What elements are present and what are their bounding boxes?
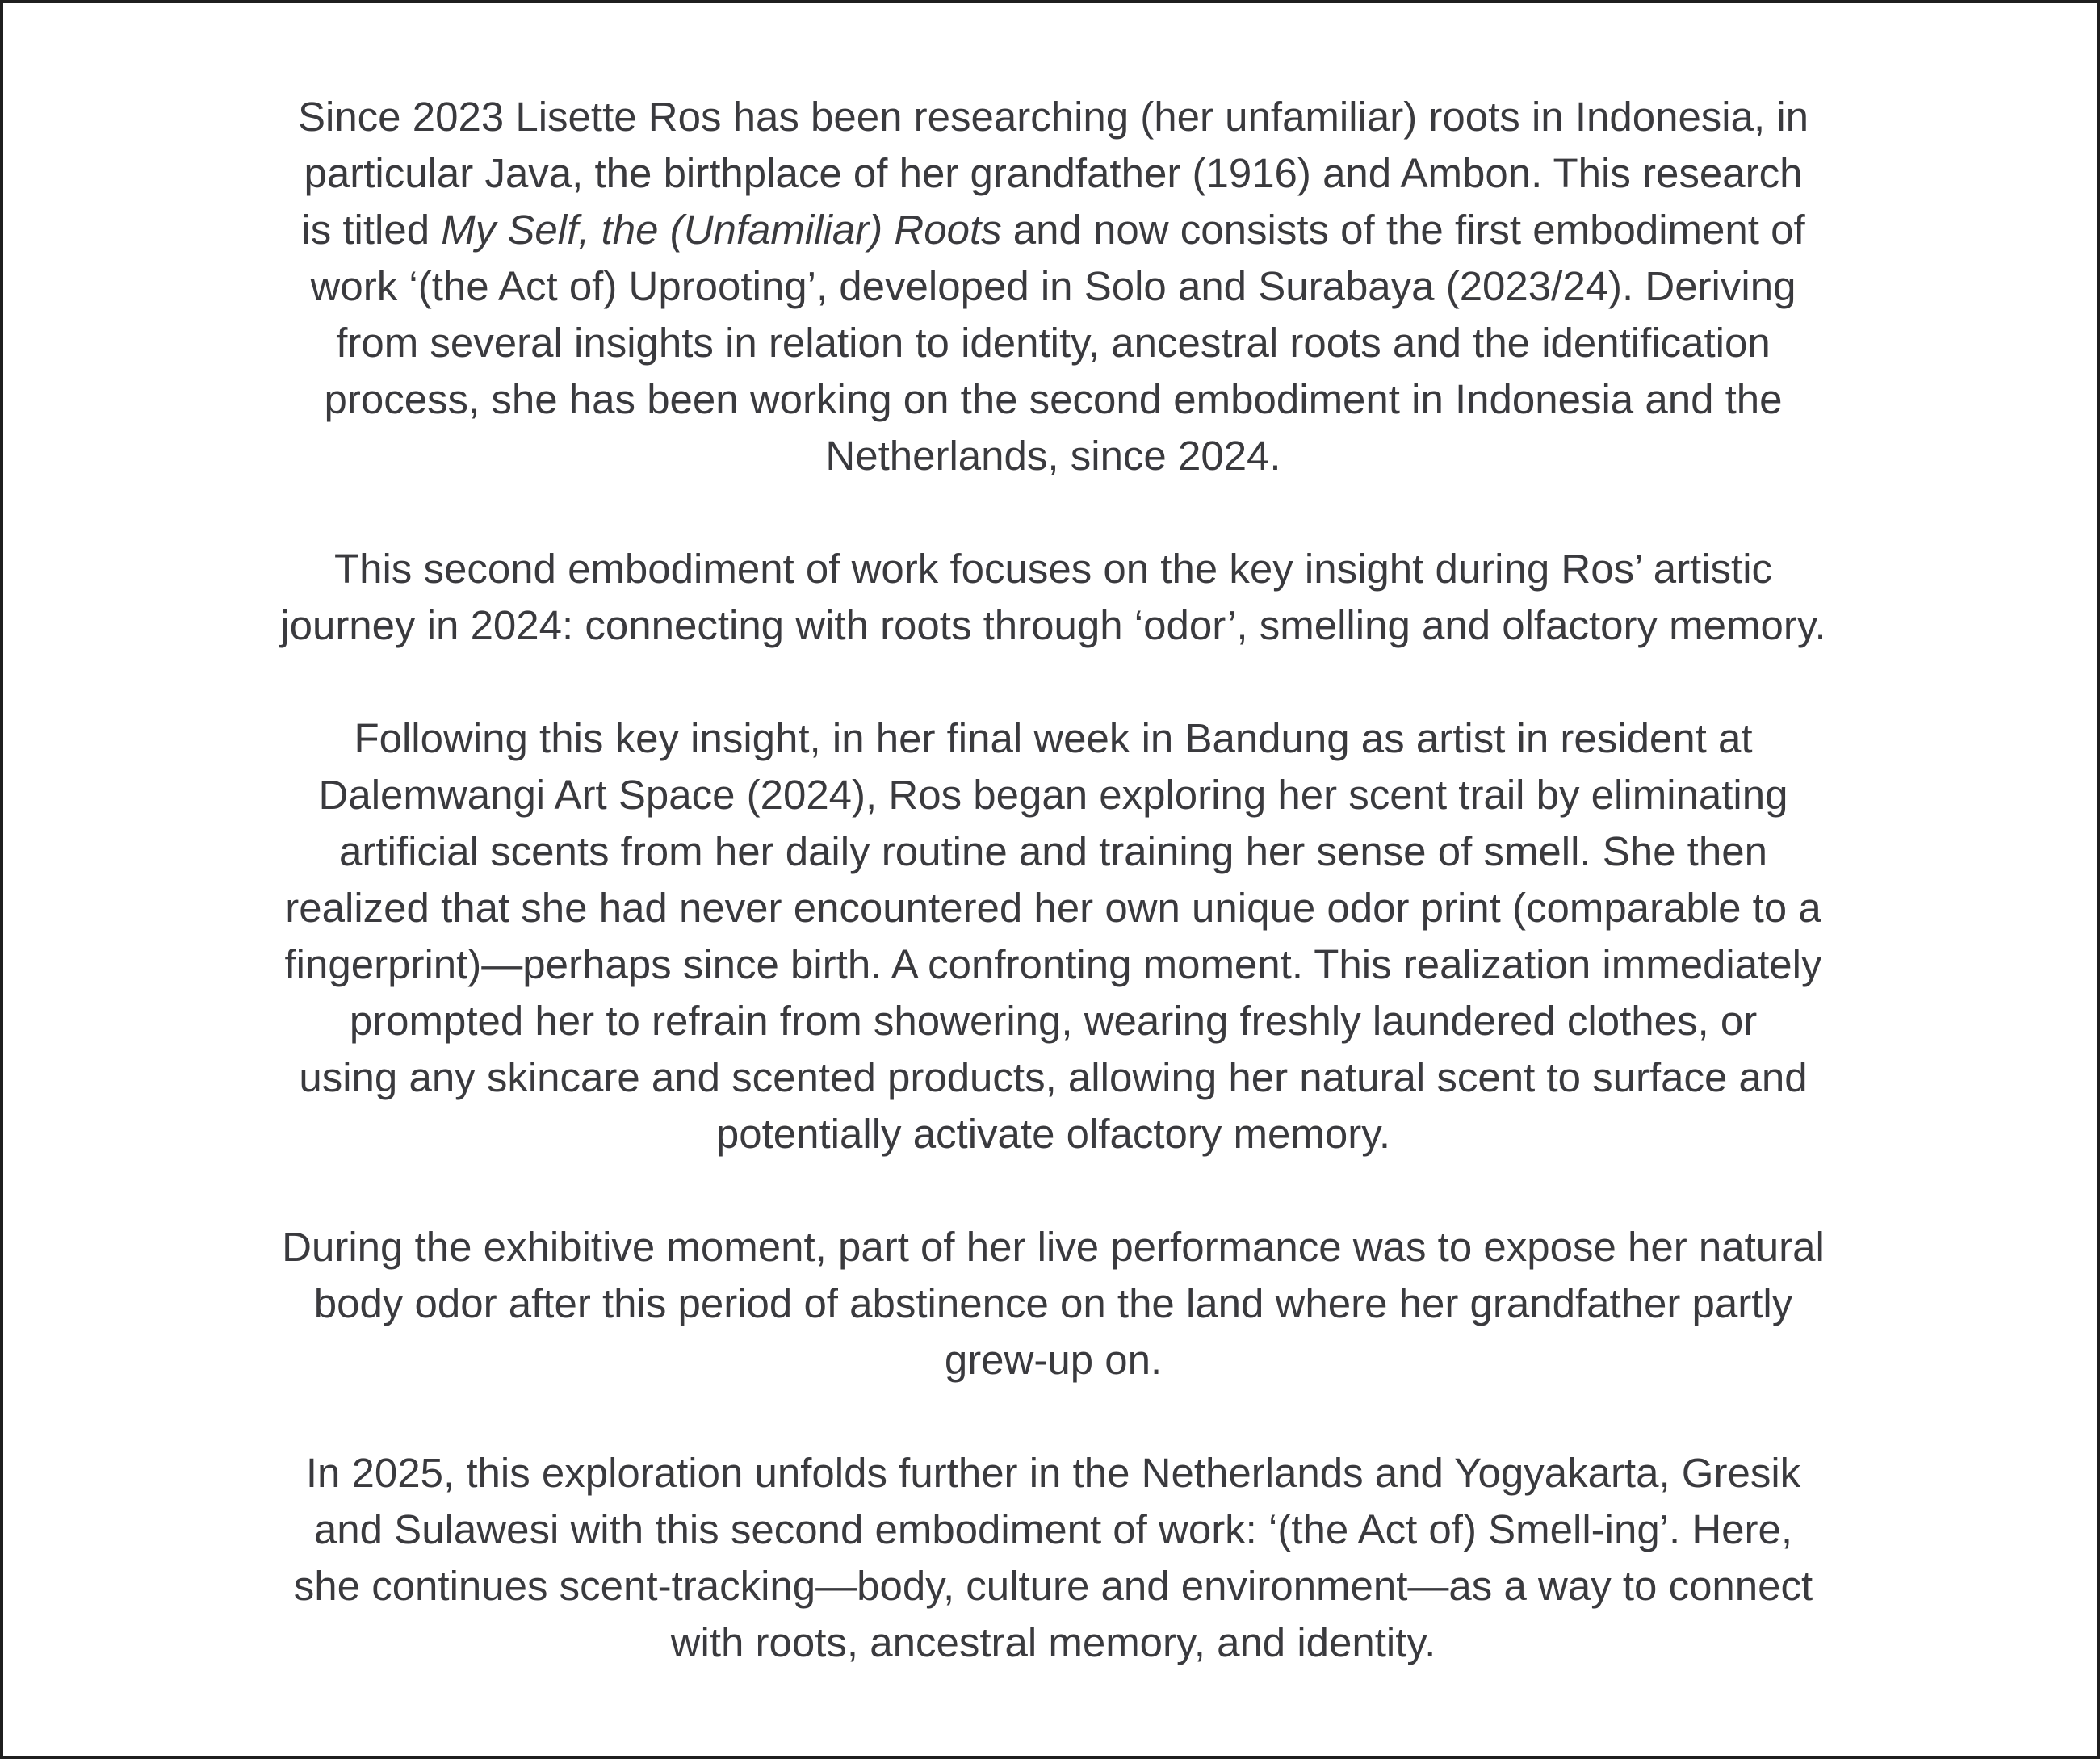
paragraph-2025-exploration: [124, 1445, 1982, 1671]
paragraph-bandung-residency: [124, 710, 1982, 1162]
text-line: During the exhibitive moment, part of her live performance was to expose her natural: [282, 1224, 1825, 1270]
text-line: she continues scent-tracking—body, culture and environment—as a way to connect: [293, 1563, 1813, 1609]
text-line: potentially activate olfactory memory.: [715, 1111, 1391, 1157]
text-line: fingerprint)—perhaps since birth. A confronting moment. This realization immediately: [284, 941, 1822, 987]
paragraph-research-intro: [124, 89, 1982, 484]
text-line: work ‘(the Act of) Uprooting’, developed in Solo and Surabaya (2023/24). Deriving: [310, 263, 1796, 309]
text-body: [124, 89, 1982, 1671]
text-line: with roots, ancestral memory, and identity.: [670, 1619, 1436, 1665]
text-line: and Sulawesi with this second embodiment of work: ‘(the Act of) Smell-ing’. Here,: [313, 1506, 1793, 1552]
text-line: body odor after this period of abstinence on the land where her grandfather partly: [313, 1280, 1793, 1326]
text-line: Following this key insight, in her final week in Bandung as artist in resident at: [354, 715, 1753, 761]
text-line: journey in 2024: connecting with roots through ‘odor’, smelling and olfactory memory.: [280, 602, 1826, 648]
text-line: from several insights in relation to identity, ancestral roots and the identification: [336, 320, 1771, 366]
paragraph-key-insight: [124, 541, 1982, 654]
text-line: This second embodiment of work focuses on the key insight during Ros’ artistic: [333, 546, 1773, 592]
text-line-segment: and now consists of the first embodiment of: [1001, 207, 1805, 253]
text-line: In 2025, this exploration unfolds further in the Netherlands and Yogyakarta, Gresik: [305, 1450, 1801, 1496]
text-line-segment: is titled: [301, 207, 442, 253]
text-line: particular Java, the birthplace of her grandfather (1916) and Ambon. This research: [304, 150, 1803, 196]
text-line: [124, 202, 1982, 258]
text-line: prompted her to refrain from showering, wearing freshly laundered clothes, or: [349, 998, 1758, 1044]
research-title: My Self, the (Unfamiliar) Roots: [441, 207, 1002, 253]
text-line: grew-up on.: [944, 1337, 1163, 1383]
text-line: using any skincare and scented products, allowing her natural scent to surface and: [299, 1054, 1808, 1100]
text-line: realized that she had never encountered her own unique odor print (comparable to a: [285, 885, 1821, 931]
text-line: artificial scents from her daily routine and training her sense of smell. She then: [339, 828, 1767, 874]
text-line: process, she has been working on the second embodiment in Indonesia and the: [324, 376, 1783, 422]
text-line: Since 2023 Lisette Ros has been researching (her unfamiliar) roots in Indonesia, in: [297, 94, 1809, 140]
text-line: Netherlands, since 2024.: [825, 433, 1281, 479]
paragraph-exhibitive-moment: [124, 1219, 1982, 1388]
text-line: Dalemwangi Art Space (2024), Ros began exploring her scent trail by eliminating: [318, 772, 1788, 818]
